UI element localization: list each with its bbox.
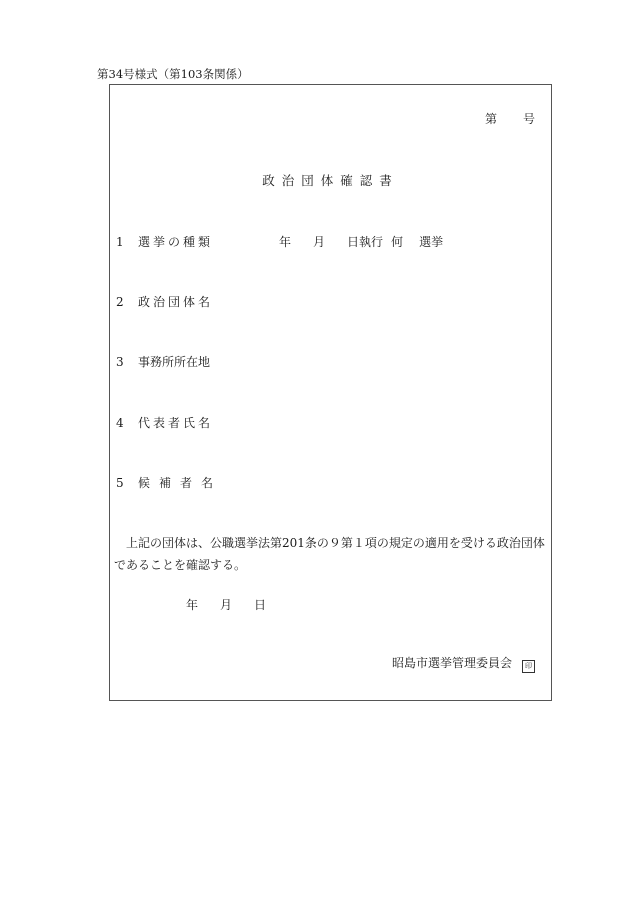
election-marker: 選挙	[419, 235, 444, 249]
form-number-label: 第34号様式（第103条関係）	[97, 67, 249, 81]
number-suffix: 号	[522, 112, 535, 126]
document-number-line	[485, 113, 535, 125]
issue-day-marker: 日	[254, 598, 267, 612]
what-marker: 何	[391, 235, 404, 249]
year-marker: 年	[279, 235, 292, 249]
document-title: 政治団体確認書	[262, 173, 399, 188]
issue-month-marker: 月	[220, 598, 233, 612]
committee-name: 昭島市選挙管理委員会	[391, 656, 512, 670]
item-label-candidate: 候補者名	[138, 476, 223, 490]
item-label-group-name: 政治団体名	[138, 295, 214, 309]
election-date-field	[279, 236, 443, 248]
item-number-2: 2	[116, 295, 124, 309]
committee-signature	[392, 657, 535, 673]
item-label-representative: 代表者氏名	[138, 416, 214, 430]
number-prefix: 第	[484, 112, 497, 126]
document-frame	[109, 84, 552, 701]
month-marker: 月	[313, 235, 326, 249]
item-number-5: 5	[116, 476, 124, 490]
issue-year-marker: 年	[186, 598, 199, 612]
item-number-1: 1	[116, 235, 124, 249]
issue-date-line	[186, 599, 266, 611]
seal-icon: 印	[522, 660, 535, 673]
item-number-4: 4	[116, 416, 124, 430]
confirmation-statement: 上記の団体は、公職選挙法第201条の９第１項の規定の適用を受ける政治団体であることを確認する。	[114, 536, 545, 572]
item-label-office-address: 事務所所在地	[138, 355, 211, 369]
day-exec-marker: 日執行	[347, 235, 384, 249]
item-number-3: 3	[116, 355, 124, 369]
item-label-election-type: 選挙の種類	[138, 235, 214, 249]
